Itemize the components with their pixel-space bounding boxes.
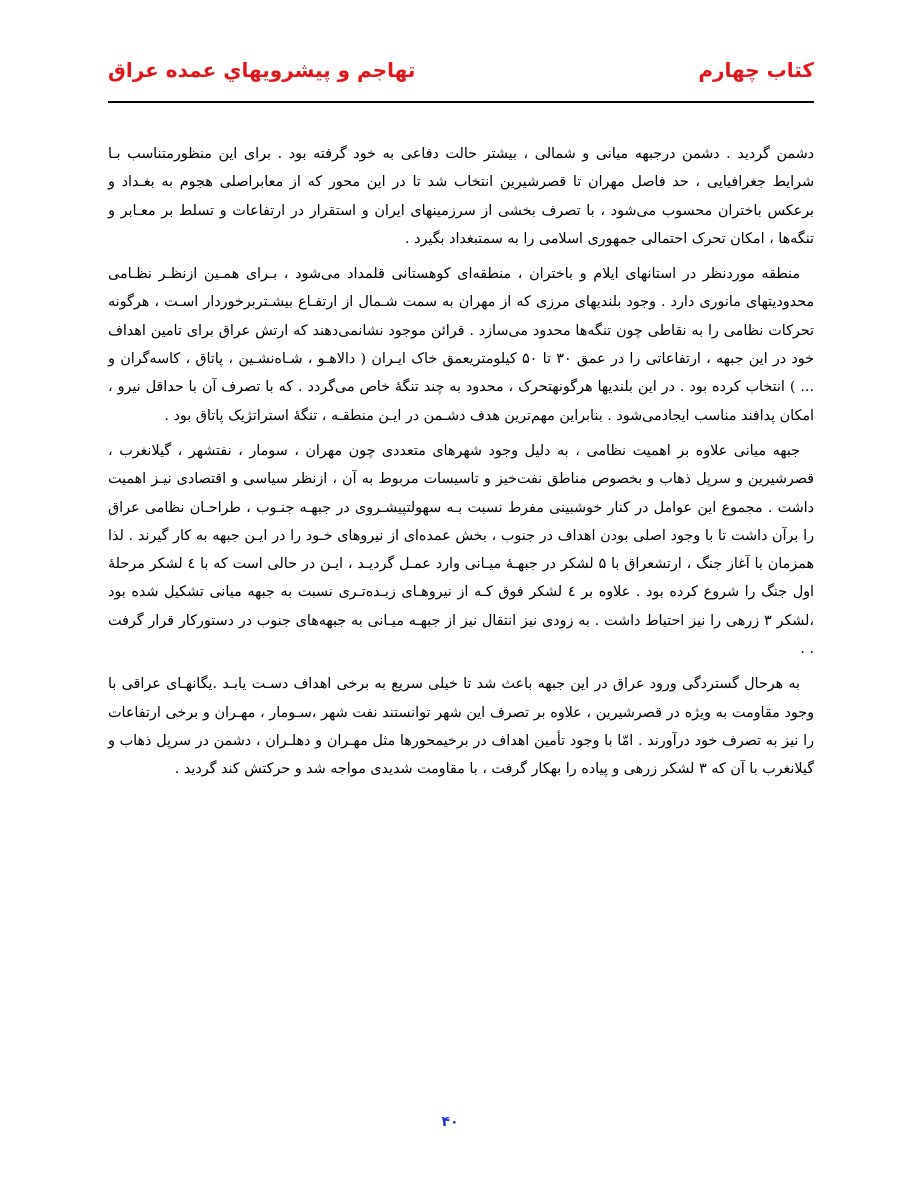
paragraph-3: جبهه میانی علاوه بر اهمیت نظامی ، به دلیل وجود شهرهای متعددی چون مهران ، سومار ، نفتشهر ، گیلانغرب ، قصرشیرین و سرپل ذهاب و بخصوص مناطق نفت‌خیز و تاسیسات مربوط به آن ، ازنظر سیاسی و اقتصادی نیـز اهمیت داشت . مجموع این عوامل در کنار خوشبینی مفرط نسبت بـه سهولتپیشـروی در جبهـه جنـوب ، طراحـان نظامی عراق را برآن داشت تا با وجود اصلی بودن اهداف در جنوب ، بخش عمده‌ای از نیروهای خـود را در ایـن جبهه به کار گیرند . لذا همزمان با آغاز جنگ ، ارتشعراق با ۵ لشکر در جبهـهٔ میـانی وارد عمـل گردیـد ، ایـن در حالی است که با ٤ لشکر مرحلهٔ اول جنگ را شروع کرده بود . علاوه بر ٤ لشکر فوق کـه از نیروهـای زبـده‌تـری نسبت به جبهه میانی تشکیل شده بود ،لشکر ۳ زرهی را نیز احتیاط داشت . به زودی نیز انتقال نیز از جبهـه میـانی به جبهه‌های جنوب در دستورکار قرار گرفت . . [108,442,814,658]
book-title: کتاب چهارم [698,58,814,82]
header-divider [108,101,814,103]
page-header [108,58,814,90]
body-text [108,140,814,791]
paragraph-2: منطقه موردنظر در استانهای ایلام و باختران ، منطقه‌ای کوهستانی قلمداد می‌شود ، بـرای همـین ازنظـر نظـامی محدودیتهای مانوری دارد . وجود بلندیهای مرزی که از مهران به سمت شـمال از ارتفـاع بیشـتربرخوردار اسـت ، هرگونه تحرکات نظامی را به نقاطی چون تنگه‌ها محدود می‌سازد . قرائن موجود نشانمی‌دهند که ارتش عراق برای تامین اهداف خود در این جبهه ، ارتفاعاتی را در عمق ۳۰ تا ۵۰ کیلومتریعمق خاک ایـران ( دالاهـو ، شـاه‌نشـین ، پاتاق ، کاسه‌گران و ... ) انتخاب کرده بود . در این بلندیها هرگونهتحرک ، محدود به چند تنگهٔ خاص می‌گردد . که با تصرف آن با حداقل نیرو ، امکان پدافند مناسب ایجادمی‌شود . بنابراین مهم‌ترین هدف دشـمن در ایـن منطقـه ، تنگهٔ استراتژیک پاتاق بود . [108,266,814,424]
paragraph-1: دشمن گردید . دشمن درجبهه میانی و شمالی ، بیشتر حالت دفاعی به خود گرفته بود . برای این منظورمتناسب بـا شرایط جغرافیایی ، حد فاصل مهران تا قصرشیرین انتخاب شد تا در این محور که از معابراصلی هجوم به بغـداد و برعکس باختران محسوب می‌شود ، با تصرف بخشی از سرزمینهای ایران و استقرار در ارتفاعات و تسلط بر معـابر و تنگه‌ها ، امکان تحرک احتمالی جمهوری اسلامی را به سمتبغداد بگیرد . [108,146,814,247]
page-number: ۴۰ [441,1114,459,1130]
chapter-title: تهاجم و پیشرویهاي عمده عراق [108,58,416,82]
paragraph-4: به هرحال گستردگی ورود عراق در این جبهه باعث شد تا خیلی سریع به برخی اهداف دسـت یابـد .یگانهـای عراقی با وجود مقاومت به ویژه در قصرشیرین ، علاوه بر تصرف این شهر توانستند نفت شهر ،سـومار ، مهـران و برخی ارتفاعات را نیز به تصرف خود درآورند . امّا با وجود تأمین اهداف در برخیمحورها مثل مهـران و دهلـران ، دشمن در سرپل ذهاب و گیلانغرب با آن که ۳ لشکر زرهی و پیاده را بهکار گرفت ، با مقاومت شدیدی مواجه شد و حرکتش کند گردید . [108,676,814,778]
